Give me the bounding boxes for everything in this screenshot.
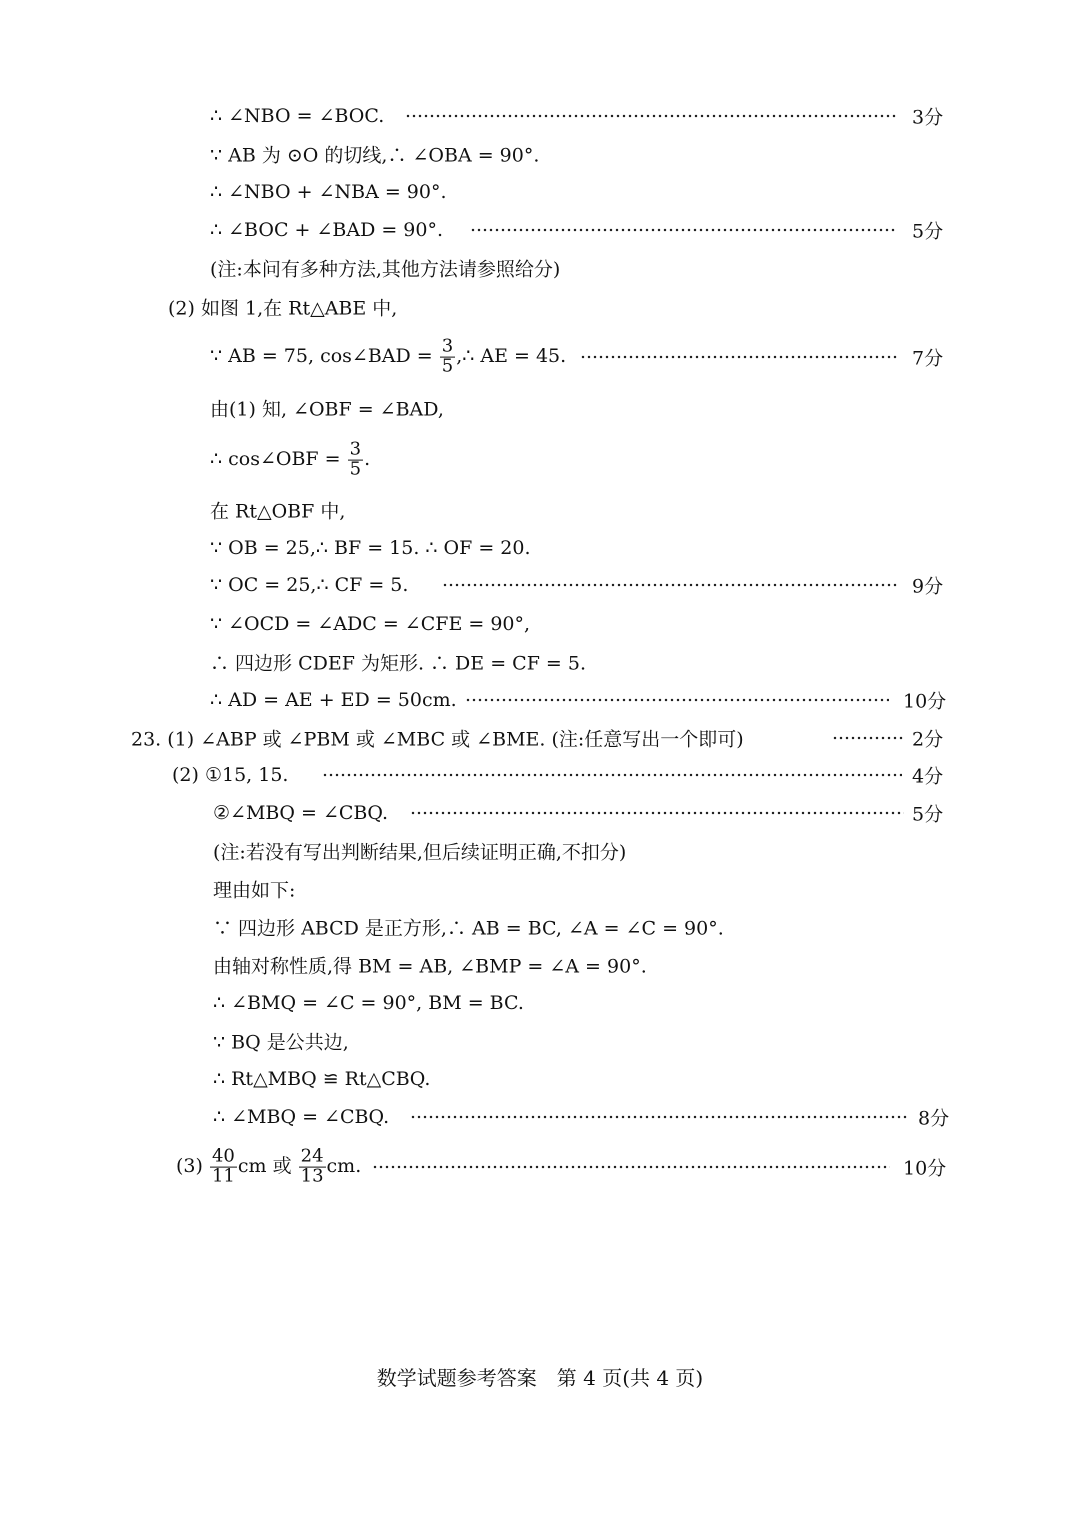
solution-line: [0, 173, 1080, 211]
line-text: ∴ ∠BOC + ∠BAD = 90°.: [210, 219, 444, 241]
score-label: 10分: [903, 690, 947, 713]
solution-line: [0, 97, 1080, 135]
score-label: 4分: [912, 765, 944, 788]
solution-line: [0, 794, 1080, 832]
solution-line: [0, 681, 1080, 719]
solution-line: [0, 946, 1080, 984]
solution-note: [0, 832, 1080, 870]
fraction-numerator: 3: [441, 335, 454, 357]
line-text: 由轴对称性质,得 BM = AB, ∠BMP = ∠A = 90°.: [213, 955, 647, 978]
score-label: 3分: [912, 106, 944, 129]
solution-line: [0, 1022, 1080, 1060]
fraction-numerator: 24: [300, 1145, 324, 1167]
solution-line: [0, 389, 1080, 427]
solution-line: [0, 908, 1080, 946]
line-text: ∵ AB 为 ⊙O 的切线,∴ ∠OBA = 90°.: [210, 144, 540, 167]
line-text: 在 Rt△OBF 中,: [210, 500, 346, 523]
solution-note: [0, 249, 1080, 287]
page-footer: 数学试题参考答案 第 4 页(共 4 页): [376, 1366, 704, 1390]
solution-line: [0, 211, 1080, 249]
fraction-numerator: 40: [211, 1145, 235, 1167]
score-label: 7分: [912, 347, 944, 370]
line-text: ∴ ∠NBO + ∠NBA = 90°.: [210, 181, 447, 203]
solution-line: [0, 1098, 1080, 1136]
part-prefix: (3): [176, 1155, 203, 1177]
line-text: ∴ ∠BMQ = ∠C = 90°, BM = BC.: [213, 992, 524, 1014]
line-text: ∴ ∠NBO = ∠BOC.: [210, 105, 385, 127]
line-text: [210, 335, 567, 377]
line-text: (2) ①15, 15.: [172, 764, 289, 786]
solution-line: [0, 756, 1080, 794]
leader-dots: [405, 114, 897, 118]
score-label: 9分: [912, 575, 944, 598]
solution-line: [0, 605, 1080, 643]
leader-dots: [580, 355, 898, 359]
line-text: (注:若没有写出判断结果,但后续证明正确,不扣分): [213, 841, 627, 864]
solution-line: [0, 566, 1080, 604]
line-text: ∵ ∠OCD = ∠ADC = ∠CFE = 90°,: [210, 613, 531, 635]
text-before: ∵ AB = 75, cos∠BAD =: [210, 345, 433, 367]
fraction: [299, 1145, 326, 1187]
line-text: [176, 1145, 362, 1187]
fraction-denominator: 5: [349, 458, 362, 480]
fraction: [210, 1145, 237, 1187]
leader-dots: [372, 1165, 890, 1169]
solution-line: [0, 337, 1080, 377]
line-text: ②∠MBQ = ∠CBQ.: [213, 802, 389, 824]
line-text: (2) 如图 1,在 Rt△ABE 中,: [168, 297, 398, 320]
score-label: 8分: [918, 1107, 950, 1130]
leader-dots: [470, 228, 895, 232]
line-text: ∴ 四边形 CDEF 为矩形. ∴ DE = CF = 5.: [210, 652, 587, 675]
solution-line: [0, 1060, 1080, 1098]
line-text: ∴ ∠MBQ = ∠CBQ.: [213, 1106, 390, 1128]
text-after: ,∴ AE = 45.: [456, 345, 567, 367]
fraction-numerator: 3: [349, 438, 362, 460]
fraction-denominator: 11: [211, 1165, 235, 1187]
leader-dots: [410, 811, 904, 815]
score-label: 2分: [912, 728, 944, 751]
leader-dots: [322, 773, 902, 777]
leader-dots: [465, 698, 889, 702]
text-after: .: [364, 448, 371, 470]
question-23-part-1: [0, 719, 1080, 757]
solution-line: [0, 1144, 1080, 1190]
solution-line: [0, 288, 1080, 326]
fraction: [348, 438, 363, 480]
solution-line: [0, 491, 1080, 529]
text-suffix: cm.: [326, 1155, 362, 1177]
line-text: ∵ OB = 25,∴ BF = 15. ∴ OF = 20.: [210, 537, 531, 559]
solution-line: [0, 984, 1080, 1022]
line-text: (注:本问有多种方法,其他方法请参照给分): [210, 258, 561, 281]
line-text: ∵ BQ 是公共边,: [213, 1031, 349, 1054]
line-text: 由(1) 知, ∠OBF = ∠BAD,: [210, 398, 444, 421]
fraction: [440, 335, 455, 377]
line-text: 理由如下:: [213, 879, 296, 902]
score-label: 10分: [903, 1157, 947, 1180]
line-text: ∴ Rt△MBQ ≌ Rt△CBQ.: [213, 1068, 431, 1090]
line-text: ∵ 四边形 ABCD 是正方形,∴ AB = BC, ∠A = ∠C = 90°.: [213, 917, 724, 940]
score-label: 5分: [912, 803, 944, 826]
fraction-denominator: 5: [441, 355, 454, 377]
solution-line: [0, 529, 1080, 567]
score-label: 5分: [912, 220, 944, 243]
solution-line: [0, 643, 1080, 681]
fraction-denominator: 13: [300, 1165, 324, 1187]
leader-dots: [442, 583, 898, 587]
leader-dots: [410, 1115, 908, 1119]
solution-line: [0, 135, 1080, 173]
text-before: ∴ cos∠OBF =: [210, 448, 341, 470]
solution-line: [0, 870, 1080, 908]
line-text: ∵ OC = 25,∴ CF = 5.: [210, 574, 409, 596]
line-text: ∴ AD = AE + ED = 50cm.: [210, 689, 457, 711]
line-text: [210, 438, 371, 480]
line-text: 23. (1) ∠ABP 或 ∠PBM 或 ∠MBC 或 ∠BME. (注:任意写出一个即可): [131, 728, 744, 751]
solution-line: [0, 440, 1080, 480]
text-mid: cm 或: [237, 1155, 292, 1177]
leader-dots: [832, 736, 904, 740]
